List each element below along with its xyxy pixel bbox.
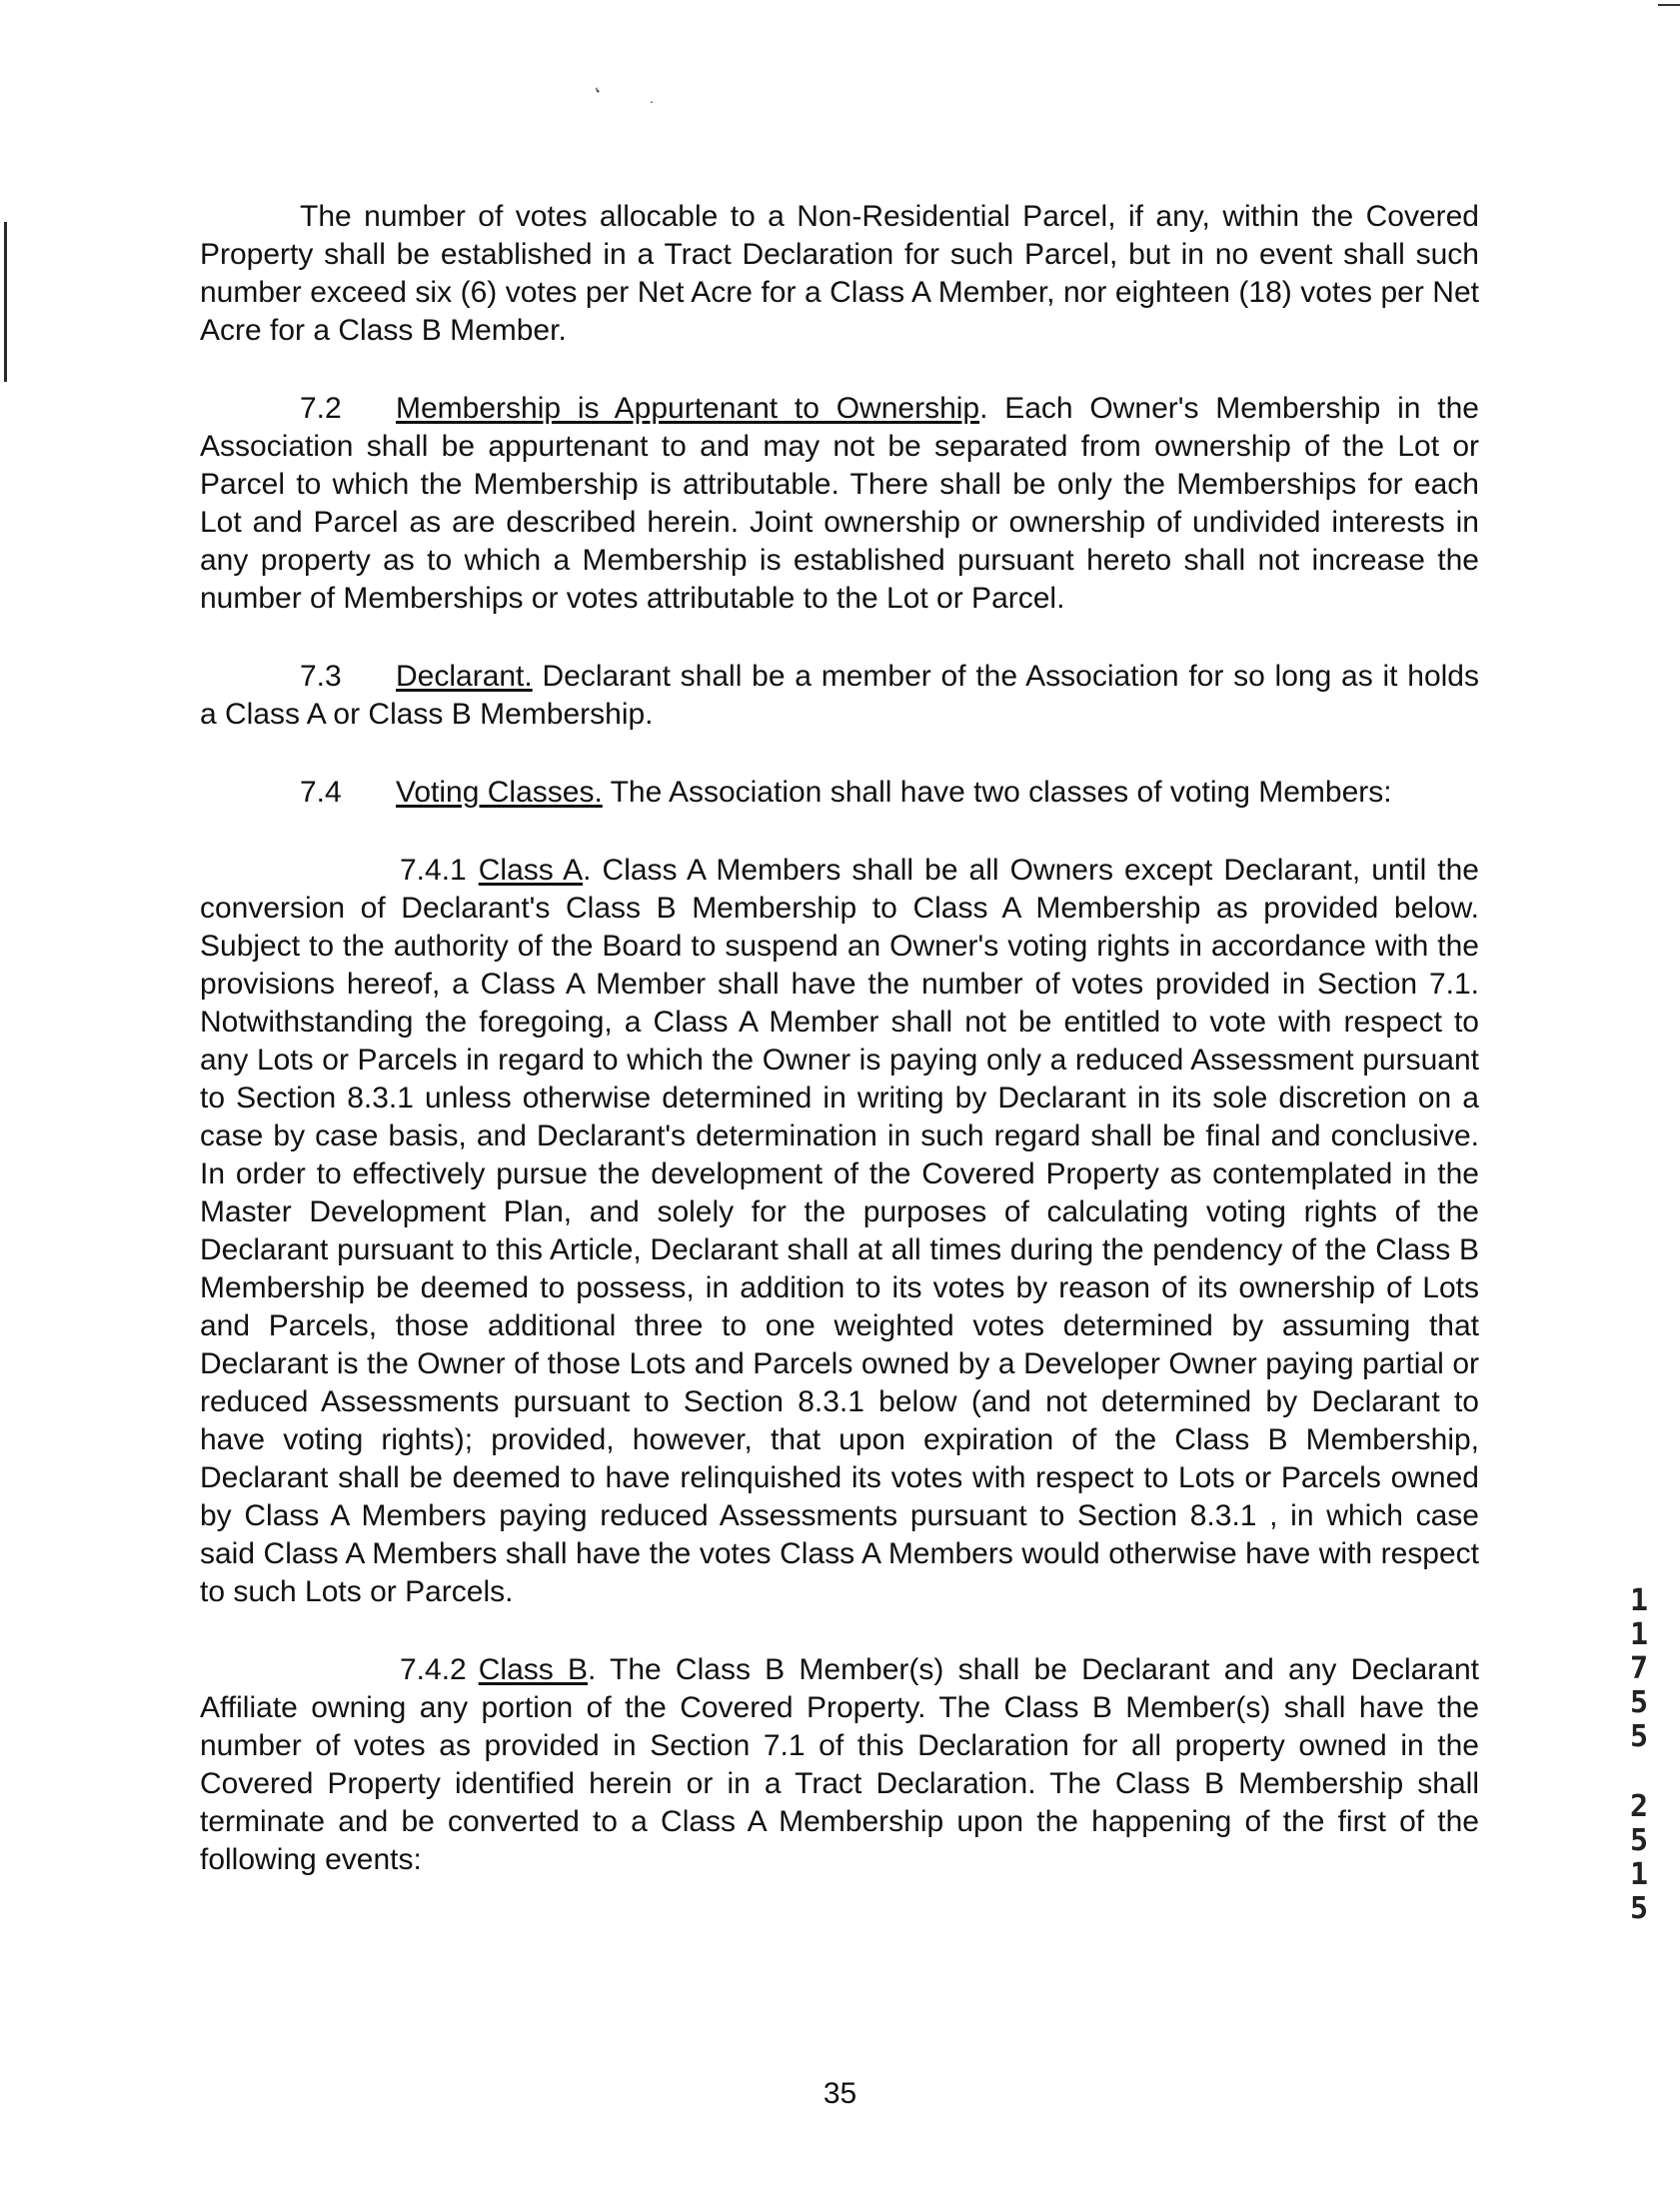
- heading-punct: .: [979, 392, 988, 425]
- document-body: [200, 198, 1479, 1879]
- section-number: 7.2: [300, 392, 342, 425]
- subsection-heading: Class A: [478, 854, 584, 887]
- subsection-heading: Class B: [478, 1653, 588, 1686]
- recording-stamp: [1619, 1584, 1659, 1926]
- scan-speck: .: [650, 90, 654, 106]
- subsection-7-4-2: [200, 1651, 1479, 1879]
- stamp-digit: 2: [1629, 1789, 1649, 1824]
- stamp-digit: 5: [1629, 1685, 1649, 1720]
- stamp-digit: 5: [1629, 1823, 1649, 1858]
- stamp-digit: 5: [1629, 1719, 1649, 1754]
- section-heading: Declarant.: [396, 660, 533, 693]
- section-body: The Association shall have two classes of voting Members:: [602, 776, 1392, 809]
- scan-corner-mark: [1658, 4, 1680, 6]
- heading-punct: .: [587, 1653, 597, 1686]
- section-heading: Voting Classes.: [396, 776, 603, 809]
- section-heading: Membership is Appurtenant to Ownership: [396, 392, 980, 425]
- section-7-4: [200, 774, 1479, 812]
- heading-punct: .: [583, 854, 592, 887]
- section-7-2: [200, 390, 1479, 618]
- stamp-digit: 1: [1629, 1857, 1649, 1892]
- subsection-number: 7.4.2: [400, 1653, 467, 1686]
- section-number: 7.4: [300, 776, 342, 809]
- subsection-number: 7.4.1: [400, 854, 467, 887]
- section-number: 7.3: [300, 660, 342, 693]
- section-7-3: [200, 658, 1479, 734]
- scan-speck: ‘: [591, 82, 609, 107]
- intro-paragraph: The number of votes allocable to a Non-Residential Parcel, if any, within the Covered Property shall be established in a Tract Declaration for such Parcel, but in no event shall such number exceed six (6) votes per Net Acre for a Class A Member, nor eighteen (18) votes per Net Acre for a Class B Member.: [200, 200, 1479, 347]
- subsection-7-4-1: [200, 852, 1479, 1611]
- stamp-digit: 5: [1629, 1891, 1649, 1926]
- stamp-digit: 1: [1629, 1583, 1649, 1618]
- stamp-digit: 1: [1629, 1617, 1649, 1652]
- subsection-body: The Class B Member(s) shall be Declarant and any Declarant Affiliate owning any portion of the Covered Property. The Class B Member(s) shall have the number of votes as provided in Section 7.1 of this Declaration for all property owned in the Covered Property identified herein or in a Tract Declaration. The Class B Membership shall terminate and be converted to a Class A Membership upon the happening of the first of the following events:: [200, 1653, 1480, 1876]
- revision-margin-bar: [4, 222, 7, 382]
- subsection-body: Class A Members shall be all Owners except Declarant, until the conversion of Declarant's Class B Membership to Class A Membership as provided below. Subject to the authority of the Board to suspend an Owner's voting rights in accordance with the provisions hereof, a Class A Member shall have the number of votes provided in Section 7.1. Notwithstanding the foregoing, a Class A Member shall not be entitled to vote with respect to any Lots or Parcels in regard to which the Owner is paying only a reduced Assessment pursuant to Section 8.3.1 unless otherwise determined in writing by Declarant in its sole discretion on a case by case basis, and Declarant's determination in such regard shall be final and conclusive. In order to effectively pursue the development of the Covered Property as contemplated in the Master Development Plan, and solely for the purposes of calculating voting rights of the Declarant pursuant to this Article, Declarant shall at all times during the pendency of the Class B Membership be deemed to possess, in addition to its votes by reason of its ownership of Lots and Parcels, those additional three to one weighted votes determined by assuming that Declarant is the Owner of those Lots and Parcels owned by a Developer Owner paying partial or reduced Assessments pursuant to Section 8.3.1 below (and not determined by Declarant to have voting rights); provided, however, that upon expiration of the Class B Membership, Declarant shall be deemed to have relinquished its votes with respect to Lots or Parcels owned by Class A Members paying reduced Assessments pursuant to Section 8.3.1 , in which case said Class A Members shall have the votes Class A Members would otherwise have with respect to such Lots or Parcels.: [200, 854, 1479, 1608]
- section-body: Each Owner's Membership in the Association shall be appurtenant to and may not be separated from ownership of the Lot or Parcel to which the Membership is attributable. There shall be only the Memberships for each Lot and Parcel as are described herein. Joint ownership or ownership of undivided interests in any property as to which a Membership is established pursuant hereto shall not increase the number of Memberships or votes attributable to the Lot or Parcel.: [200, 392, 1479, 615]
- stamp-digit: 7: [1629, 1651, 1649, 1686]
- page-number: 35: [823, 2077, 857, 2110]
- section-body: Declarant shall be a member of the Association for so long as it holds a Class A or Class B Membership.: [200, 660, 1479, 731]
